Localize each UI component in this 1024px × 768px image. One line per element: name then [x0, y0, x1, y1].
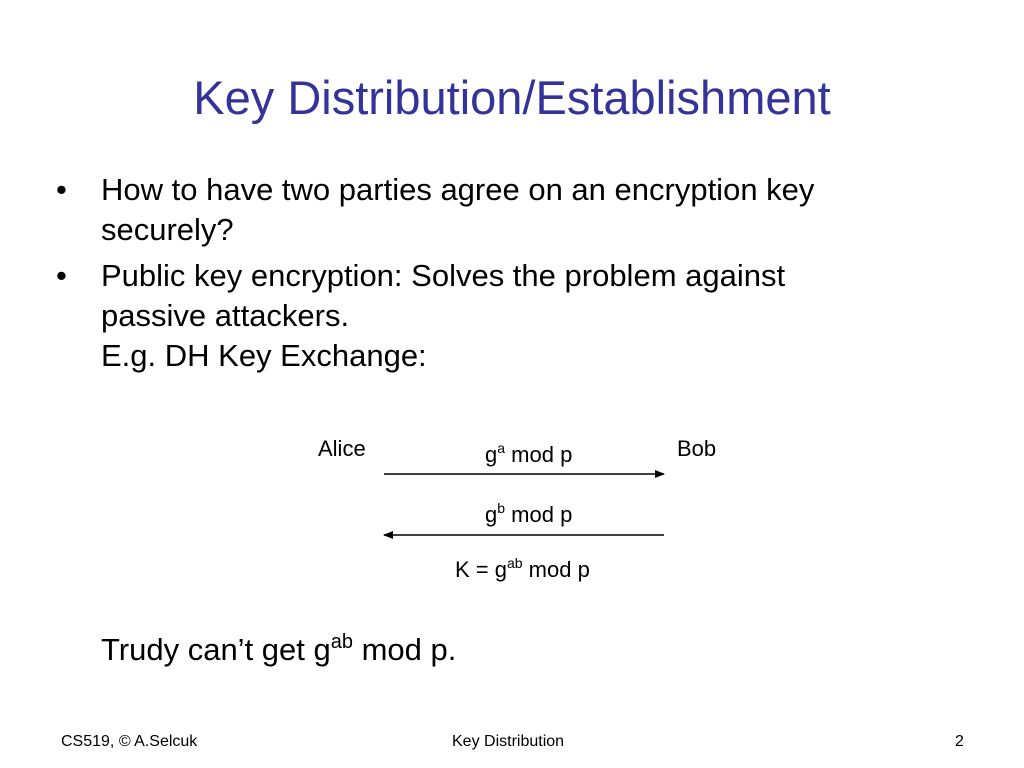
bob-label: Bob	[677, 436, 717, 461]
footer-page-number: 2	[955, 733, 964, 750]
bullet-text-line: Public key encryption: Solves the problem against	[101, 258, 786, 293]
bullet-icon: •	[56, 258, 67, 293]
bullet-list	[56, 170, 956, 382]
slide-title: Key Distribution/Establishment	[193, 71, 831, 124]
bullet-item	[56, 256, 956, 376]
footer-topic: Key Distribution	[452, 733, 565, 750]
bullet-item	[56, 170, 956, 250]
message-alice-to-bob: $g^a$ mod p	[485, 440, 573, 467]
alice-label: Alice	[318, 436, 366, 461]
bullet-text-line: How to have two parties agree on an encryption key	[101, 172, 815, 207]
bullet-text-line: securely?	[101, 212, 234, 247]
bullet-text-line: E.g. DH Key Exchange:	[101, 338, 427, 373]
bullet-text-line: passive attackers.	[101, 298, 350, 333]
conclusion-text: Trudy can’t get $g^{ab}$ mod p.	[101, 631, 457, 667]
footer-course: CS519, © A.Selcuk	[61, 733, 198, 750]
message-bob-to-alice: $g^b$ mod p	[485, 500, 573, 527]
bullet-icon: •	[56, 172, 67, 207]
shared-key-formula: $K = g^{ab}$ mod p	[455, 555, 590, 582]
